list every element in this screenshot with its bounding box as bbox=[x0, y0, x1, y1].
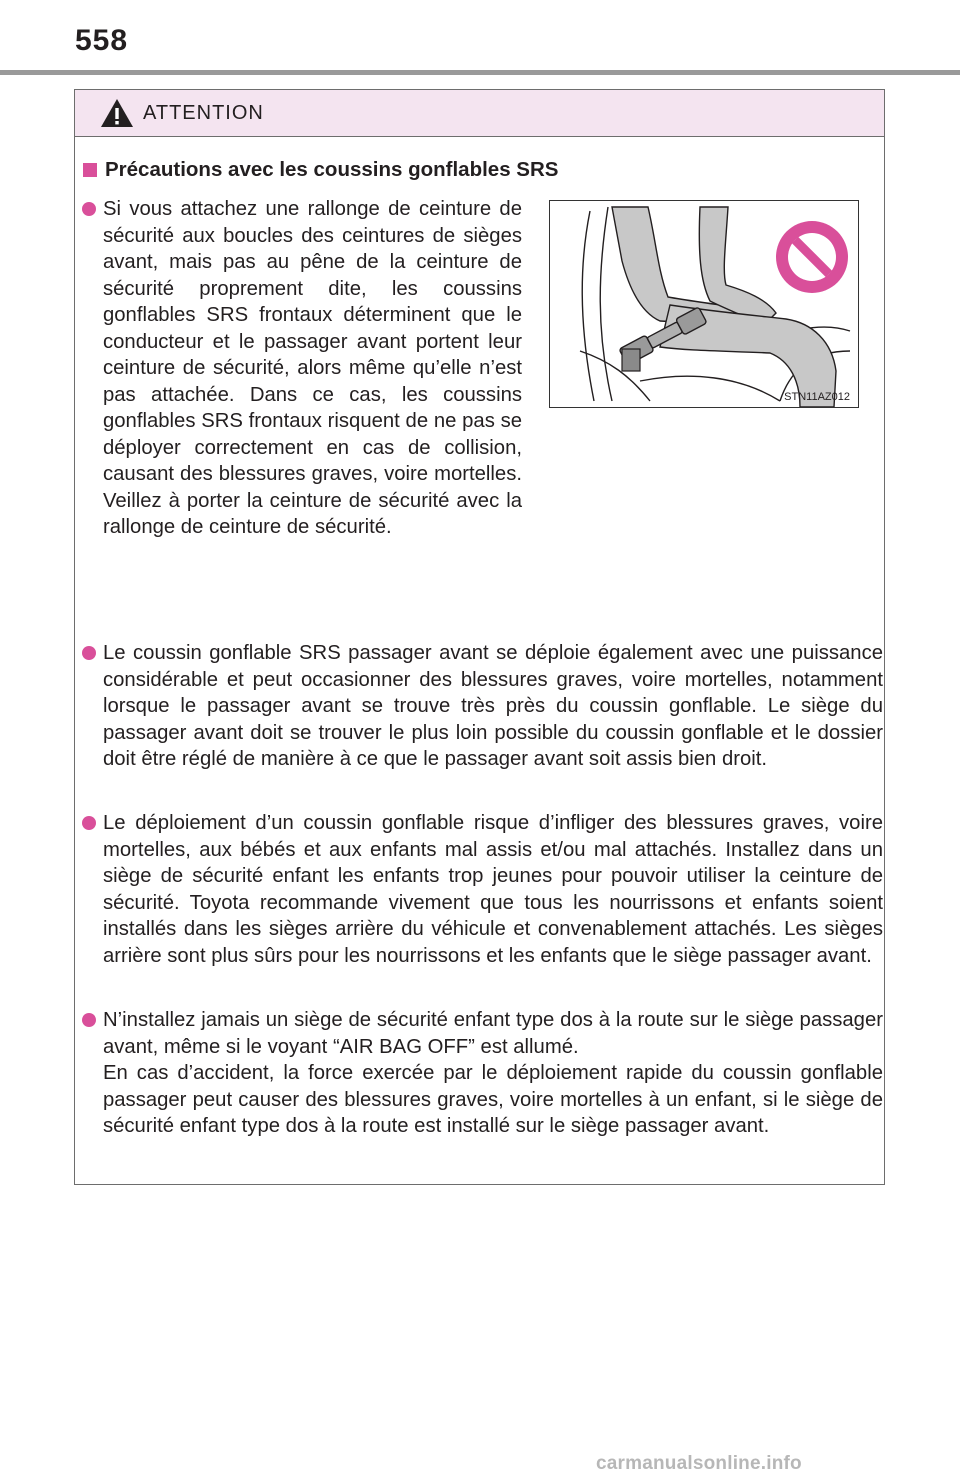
bullet-item bbox=[75, 640, 885, 773]
bullet-dot-icon bbox=[82, 816, 96, 830]
footer-watermark[interactable]: carmanualsonline.info bbox=[596, 1453, 802, 1474]
header-rule bbox=[0, 70, 960, 75]
bullet-text: Si vous attachez une rallonge de ceinture de sécurité aux boucles des ceintures de sièges avant, mais pas au pêne de la ceinture de sécurité proprement dite, les coussins gonflables SRS frontaux déterminent que le conducteur et le passager avant portent leur ceinture de sécurité, alors même qu’elle n’est pas attachée. Dans ce cas, les coussins gonflables SRS frontaux risquent de ne pas se déployer correctement en cas de collision, causant des blessures graves, voire mortelles. Veillez à porter la ceinture de sécurité avec la rallonge de ceinture de sécurité. bbox=[103, 198, 522, 538]
bullet-text: Le coussin gonflable SRS passager avant se déploie également avec une puissance considérable et peut occasionner des blessures graves, voire mortelles, notamment lorsque le passager avant se trouve très près du coussin gonflable. Le siège du passager avant doit se trouver le plus loin possible du coussin gonflable et le dossier doit être réglé de manière à ce que le passager avant soit assis bien droit. bbox=[103, 642, 883, 770]
illustration-code: STN11AZ012 bbox=[784, 391, 850, 403]
seat-illustration-drawing bbox=[550, 201, 858, 407]
warning-header bbox=[75, 90, 884, 137]
bullet-dot-icon bbox=[82, 1013, 96, 1027]
bullet-text-continued: En cas d’accident, la force exercée par le déploiement rapide du coussin gonflable passager peut causer des blessures graves, voire mortelles à un enfant, si le siège de sécurité enfant type dos à la route est installé sur le siège passager avant. bbox=[103, 1062, 883, 1137]
prohibition-icon bbox=[776, 221, 848, 293]
section-heading-text: Précautions avec les coussins gonflables SRS bbox=[105, 158, 559, 181]
seatbelt-extender-illustration bbox=[549, 200, 859, 408]
bullet-text: Le déploiement d’un coussin gonflable risque d’infliger des blessures graves, voire mortelles, aux bébés et aux enfants mal assis et/ou mal attachés. Installez dans un siège de sécurité enfant les enfants trop jeunes pour pouvoir utiliser la ceinture de sécurité. Toyota recommande vivement que tous les nourrissons et enfants soient installés dans les sièges arrière du véhicule et convenablement attachés. Les sièges arrière sont plus sûrs pour les nourrissons et les enfants que le siège passager avant. bbox=[103, 812, 883, 967]
warning-title: ATTENTION bbox=[143, 101, 264, 124]
bullet-dot-icon bbox=[82, 646, 96, 660]
bullet-item bbox=[75, 810, 885, 969]
bullet-item bbox=[75, 1007, 885, 1140]
bullet-dot-icon bbox=[82, 202, 96, 216]
page-number: 558 bbox=[75, 24, 129, 57]
bullet-text: N’installez jamais un siège de sécurité enfant type dos à la route sur le siège passager avant, même si le voyant “AIR BAG OFF” est allumé. bbox=[103, 1009, 883, 1058]
warning-box bbox=[74, 89, 885, 1185]
section-heading bbox=[83, 158, 558, 182]
square-bullet-icon bbox=[83, 163, 97, 177]
bullet-item bbox=[75, 196, 522, 541]
warning-triangle-icon bbox=[99, 97, 135, 129]
